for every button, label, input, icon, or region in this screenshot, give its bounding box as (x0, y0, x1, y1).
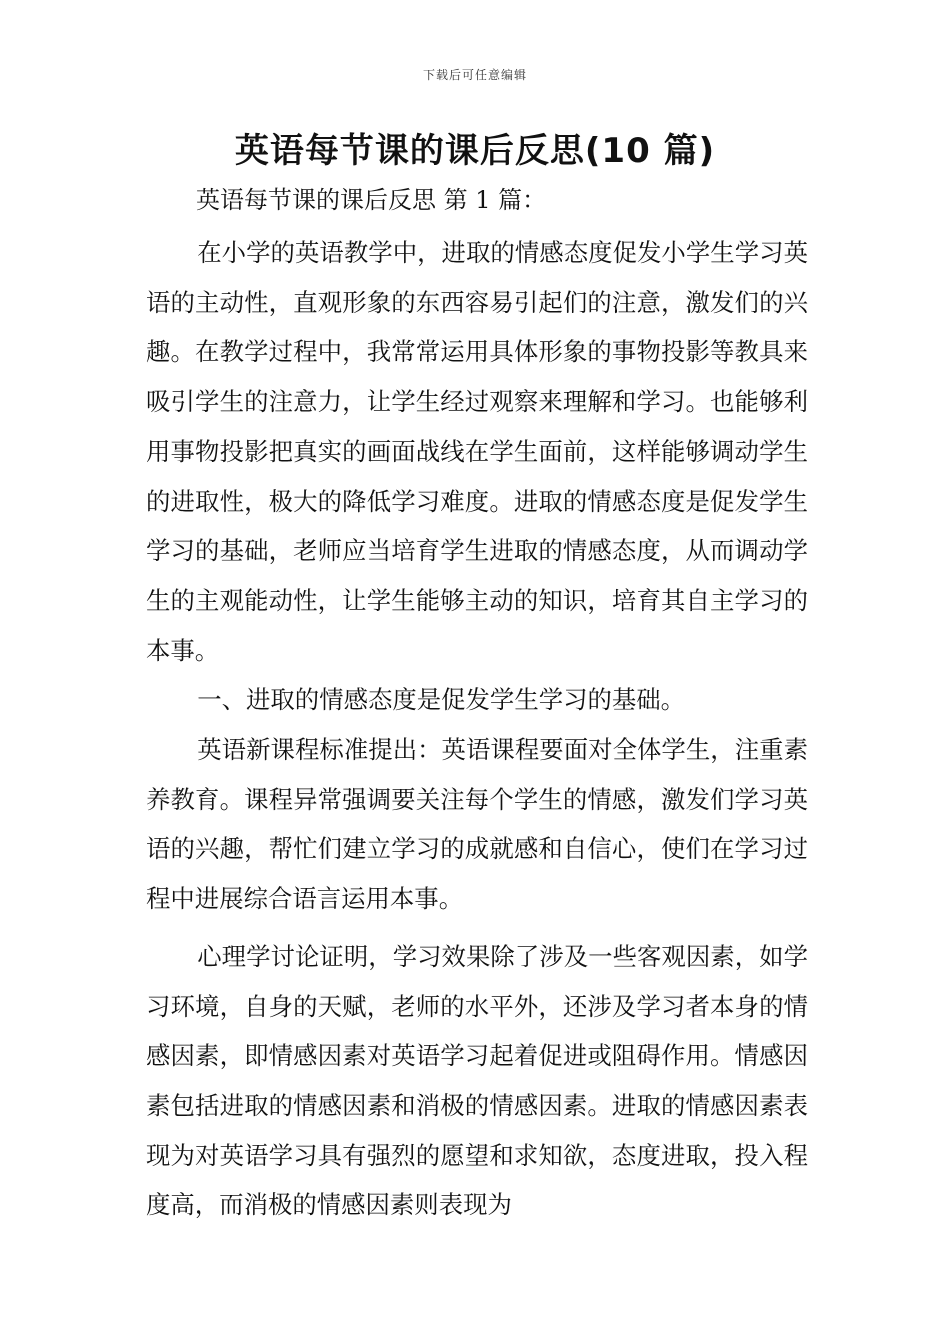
section-subtitle: 英语每节课的课后反思 第 1 篇： (196, 186, 547, 214)
paragraph-2: 一、进取的情感态度是促发学生学习的基础。 (197, 685, 686, 715)
paragraph-4: 心理学讨论证明，学习效果除了涉及一些客观因素，如学习环境，自身的天赋，老师的水平外，还涉及学习者本身的情感因素，即情感因素对英语学习起着促进或阻碍作用。情感因素包括进取的情感因素和消极的情感因素。进取的情感因素表现为对英语学习具有强烈的愿望和求知欲，态度进取，投入程度高，而消极的情感因素则表现为 (146, 941, 808, 1220)
paragraph-1: 在小学的英语教学中，进取的情感态度促发小学生学习英语的主动性，直观形象的东西容易引起们的注意，激发们的兴趣。在教学过程中，我常常运用具体形象的事物投影等教具来吸引学生的注意力，让学生经过观察来理解和学习。也能够利用事物投影把真实的画面战线在学生面前，这样能够调动学生的进取性，极大的降低学习难度。进取的情感态度是促发学生学习的基础，老师应当培育学生进取的情感态度，从而调动学生的主观能动性，让学生能够主动的知识，培育其自主学习的本事。 (146, 238, 808, 665)
page-header-note: 下载后可任意编辑 (422, 68, 527, 82)
paragraph-3: 英语新课程标准提出：英语课程要面对全体学生，注重素养教育。课程异常强调要关注每个学生的情感，激发们学习英语的兴趣，帮忙们建立学习的成就感和自信心，使们在学习过程中进展综合语言运用本事。 (146, 735, 808, 914)
document-body (146, 228, 808, 1230)
document-title: 英语每节课的课后反思(10 篇) (234, 131, 716, 171)
